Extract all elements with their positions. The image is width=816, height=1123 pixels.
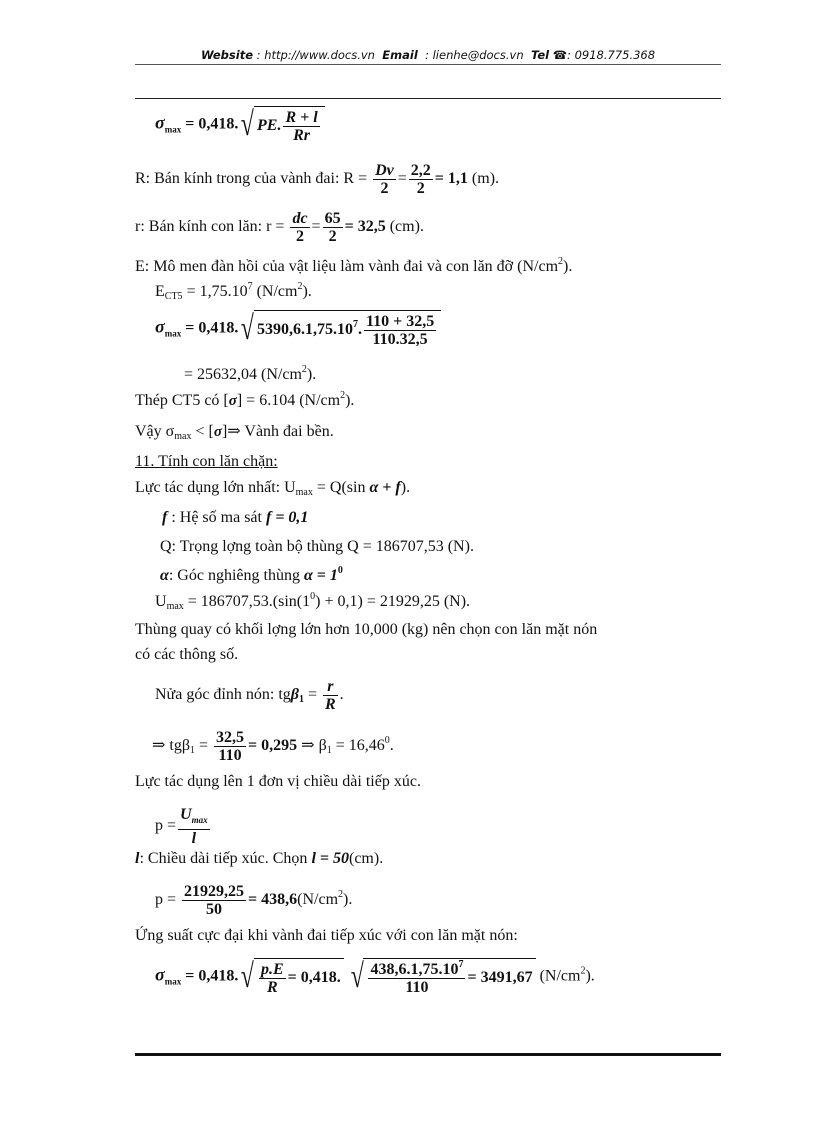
paragraph-line-2: có các thông số. <box>135 646 239 663</box>
sqrt: √ 5390,6.1,75.10$^7$. $\frac{110 + 32,5}{110.32,5}$ <box>238 310 441 348</box>
stress-line: Ứng suất cực đại khi vành đai tiếp xúc với con lăn mặt nón: <box>135 927 518 944</box>
phone-icon: ☎ <box>552 48 568 62</box>
friction-coefficient: f : Hệ số ma sát f = 0,1 <box>162 509 309 526</box>
formula-sigma-max-1: $\sigma_{max} = 0,418.√$ PE. $\frac{R + l}{Rr}$ <box>155 106 325 144</box>
website-label: Website <box>200 48 254 62</box>
half-angle-line: Nửa góc đỉnh nón: tgβ$_1$ = $\frac{r}{R}$ . <box>155 678 344 713</box>
weight-line: Q: Trọng lợng toàn bộ thùng Q = 186707,53 (N). <box>160 538 474 555</box>
tel-label: Tel <box>530 48 550 62</box>
website-value: : http://www.docs.vn <box>256 48 375 62</box>
tel-value: : 0918.775.368 <box>567 48 656 62</box>
unit-force-line: Lực tác dụng lên 1 đơn vị chiều dài tiếp xúc. <box>135 773 421 790</box>
email-value: : lienhe@docs.vn <box>425 48 524 62</box>
contact-length-line: l: Chiều dài tiếp xúc. Chọn l = 50(cm). <box>135 850 384 867</box>
content-top-divider <box>135 98 721 99</box>
conclusion: Vậy $\sigma_{max}$ < [σ]⇒ Vành đai bền. <box>135 423 334 442</box>
p-value: p = $\frac{21929,25}{50}$ = $438,6(N/cm^2)$. <box>155 883 353 918</box>
r-definition: r: Bán kính con lăn: r = $\frac{dc}{2}$ = $\frac{65}{2}$ = 32,5 (cm). <box>135 210 424 245</box>
p-formula: p = $\frac{U_{max}}{l}$ <box>155 806 208 847</box>
paragraph-line-1: Thùng quay có khối lợng lớn hơn 10,000 (kg) nên chọn con lăn mặt nón <box>135 621 598 638</box>
page-header <box>135 48 721 62</box>
sigma-result: = 25632,04 $(N/cm^2)$. <box>184 364 317 383</box>
tilt-angle: α: Góc nghiêng thùng $\alpha = 1^0$ <box>160 565 343 584</box>
email-label: Email <box>382 48 418 62</box>
formula-sigma-max-2: $\sigma_{max} = 0,418.√$ 5390,6.1,75.10$^7$. $\frac{110 + 32,5}{110.32,5}$ <box>155 310 441 348</box>
steel-allowable-stress: Thép CT5 có [σ] = 6.104 $(N/cm^2)$. <box>135 390 355 409</box>
tg-beta-line: ⇒ tgβ$_1$ = $\frac{32,5}{110}$ = 0,295 ⇒ $\beta_1 = 16,46^0$. <box>152 729 394 764</box>
E-ct5-value: $E_{CT5} = 1,75.10^7$ $(N/cm^2)$. <box>155 281 312 302</box>
R-definition: R: Bán kính trong của vành đai: R = $\frac{Dv}{2}$ = $\frac{2,2}{2}$ = 1,1 (m). <box>135 162 500 197</box>
sqrt: √ $\frac{p.E}{R}$ = 0,418. <box>238 958 343 996</box>
max-force-line: Lực tác dụng lớn nhất: $U_{max} = Q(\sin$ α + f). <box>135 479 411 498</box>
sqrt: √ PE. $\frac{R + l}{Rr}$ <box>238 106 324 144</box>
formula-sigma-max-3: $\sigma_{max} = 0,418.√$ $\frac{p.E}{R}$ = 0,418. √ $\frac{438,6.1,75.10^7}{110}$ = 3491,67 $(N/cm^2)$. <box>155 958 595 996</box>
umax-value: $U_{max} = 186707,53.(\sin(1^0) + 0,1) = 21929,25$ (N). <box>155 591 471 612</box>
section-title: 11. Tính con lăn chặn: <box>135 453 278 470</box>
footer-divider <box>135 1053 721 1056</box>
E-definition: E: Mô men đàn hồi của vật liệu làm vành đai và con lăn đỡ $(N/cm^2)$. <box>135 256 573 275</box>
sqrt: √ $\frac{438,6.1,75.10^7}{110}$ = 3491,67 <box>348 958 536 996</box>
header-divider <box>135 64 721 65</box>
